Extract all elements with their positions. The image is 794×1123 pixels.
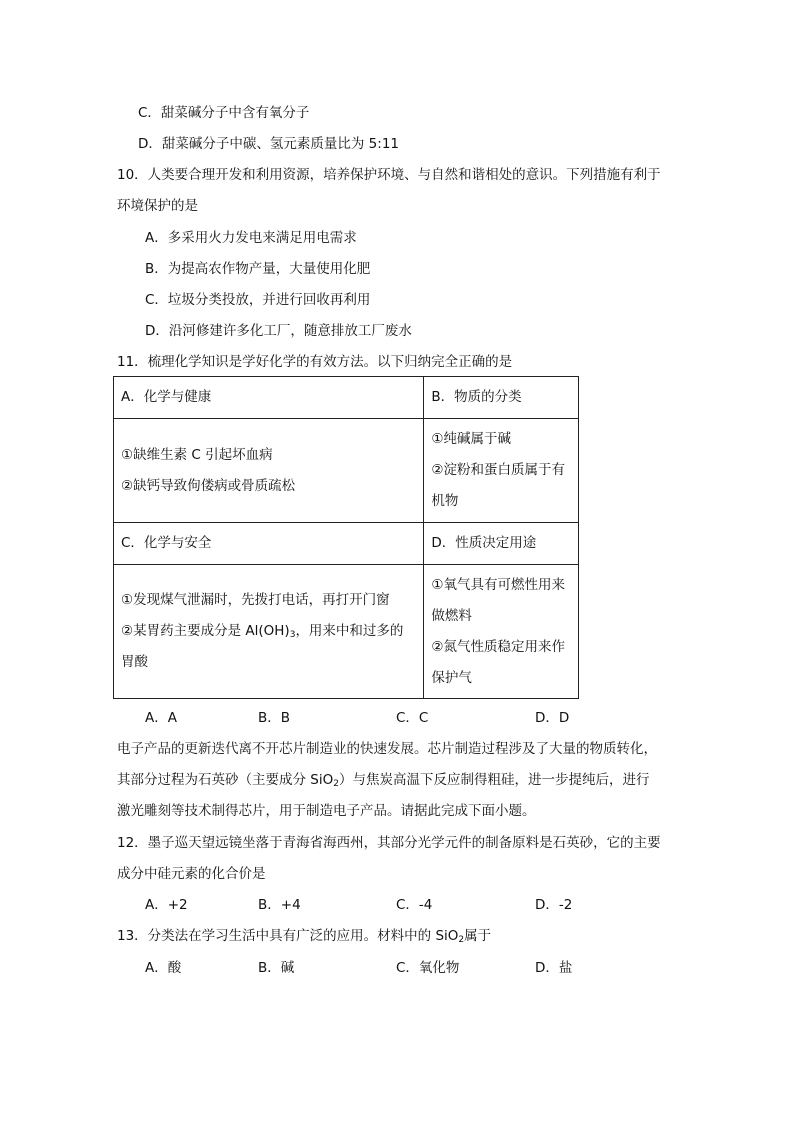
cell-a-item-2: ②缺钙导致佝偻病或骨质疏松 — [121, 477, 296, 494]
cell-c-item-2-part-a: ②某胃药主要成分是 Al(OH) — [121, 623, 290, 639]
q9-option-c: C．甜菜碱分子中含有氧分子 — [138, 105, 310, 121]
q11-summary-table — [113, 376, 579, 699]
passage-line-1: 电子产品的更新迭代离不开芯片制造业的快速发展。芯片制造过程涉及了大量的物质转化， — [117, 741, 657, 757]
q13-stem-subscript: 2 — [458, 935, 465, 945]
passage-line-2-part-b: ）与焦炭高温下反应制得粗硅，进一步提纯后，进行 — [338, 772, 650, 788]
cell-b-title: B．物质的分类 — [424, 377, 579, 419]
cell-c-item-2 — [121, 616, 416, 647]
q10-stem-line-1: 10．人类要合理开发和利用资源，培养保护环境、与自然和谐相处的意识。下列措施有利于 — [117, 167, 661, 183]
cell-d-item-1a: ①氧气具有可燃性用来 — [431, 576, 565, 593]
cell-c-item-2-part-b: ，用来中和过多的 — [295, 623, 404, 639]
q12-choice-a: A．+2 — [145, 897, 188, 913]
passage-line-3: 激光雕刻等技术制得芯片，用于制造电子产品。请据此完成下面小题。 — [117, 803, 536, 819]
cell-d-item-1b: 做燃料 — [431, 607, 472, 624]
cell-d-item-2a: ②氮气性质稳定用来作 — [431, 638, 565, 655]
q13-stem — [117, 926, 491, 946]
cell-c-body — [114, 565, 424, 699]
q11-choice-c: C．C — [396, 710, 429, 726]
q10-option-b: B．为提高农作物产量，大量使用化肥 — [145, 261, 371, 277]
q13-choice-c: C．氧化物 — [396, 960, 460, 976]
cell-c-title: C．化学与安全 — [114, 523, 424, 565]
q10-stem-line-2: 环境保护的是 — [117, 198, 198, 214]
q13-choice-b: B．碱 — [258, 960, 295, 976]
q11-choice-b: B．B — [258, 710, 291, 726]
cell-c-item-1: ①发现煤气泄漏时，先拨打电话，再打开门窗 — [121, 592, 390, 608]
q11-choice-d: D．D — [535, 710, 570, 726]
q11-choice-a: A．A — [145, 710, 177, 726]
passage-line-2-part-a: 其部分过程为石英砂（主要成分 SiO — [117, 772, 334, 788]
q10-option-a: A．多采用火力发电来满足用电需求 — [145, 230, 357, 246]
passage-line-2-subscript: 2 — [333, 779, 339, 789]
cell-b-item-1: ①纯碱属于碱 — [431, 431, 511, 447]
q10-option-d: D．沿河修建许多化工厂，随意排放工厂废水 — [145, 323, 412, 339]
q12-stem-line-1: 12．墨子巡天望远镜坐落于青海省海西州，其部分光学元件的制备原料是石英砂，它的主要 — [117, 835, 661, 851]
cell-b-item-2b: 机物 — [431, 493, 459, 509]
passage-line-2 — [117, 770, 649, 790]
q13-stem-part-b: 属于 — [464, 928, 492, 944]
cell-a-item-1: ①缺维生素 C 引起坏血病 — [121, 446, 273, 463]
q12-stem-line-2: 成分中硅元素的化合价是 — [117, 866, 266, 882]
q13-choice-d: D．盐 — [535, 960, 573, 976]
cell-c-item-2-subscript: 3 — [289, 630, 296, 640]
cell-d-title: D．性质决定用途 — [424, 523, 579, 565]
cell-b-item-2a: ②淀粉和蛋白质属于有 — [431, 462, 565, 478]
q13-stem-part-a: 13．分类法在学习生活中具有广泛的应用。材料中的 SiO — [117, 928, 459, 944]
q12-choice-d: D．-2 — [535, 897, 573, 913]
cell-d-body — [424, 565, 579, 699]
q11-stem: 11．梳理化学知识是学好化学的有效方法。以下归纳完全正确的是 — [117, 354, 513, 370]
q12-choice-c: C．-4 — [396, 897, 433, 913]
q10-option-c: C．垃圾分类投放，并进行回收再利用 — [145, 292, 371, 308]
cell-d-item-2b: 保护气 — [431, 669, 472, 686]
q12-choice-b: B．+4 — [258, 897, 301, 913]
cell-a-body — [114, 419, 424, 523]
q13-choice-a: A．酸 — [145, 960, 182, 976]
cell-a-title: A．化学与健康 — [114, 377, 424, 419]
cell-b-body — [424, 419, 579, 523]
q9-option-d: D．甜菜碱分子中碳、氢元素质量比为 5:11 — [138, 136, 400, 152]
cell-c-item-2c: 胃酸 — [121, 654, 148, 670]
